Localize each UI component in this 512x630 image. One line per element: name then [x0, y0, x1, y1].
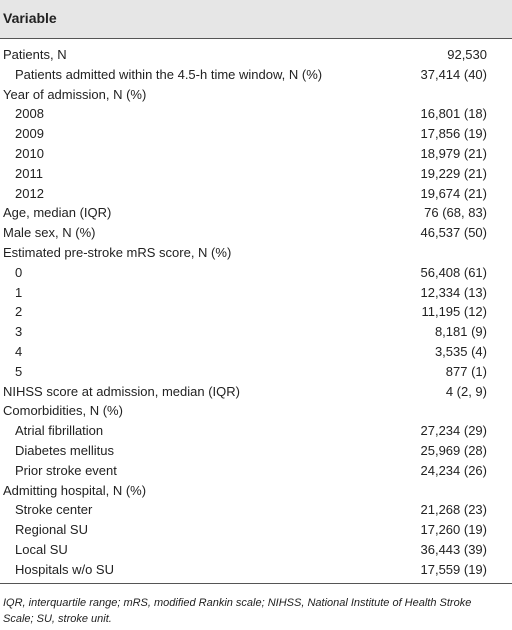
table-row [0, 263, 512, 283]
column-header-variable: Variable [3, 10, 57, 26]
table-row [0, 302, 512, 322]
row-label: Estimated pre-stroke mRS score, N (%) [3, 244, 232, 260]
row-value: 16,801 (18) [420, 106, 487, 122]
table-row [0, 441, 512, 461]
row-value: 24,234 (26) [420, 462, 487, 478]
bottom-rule [0, 583, 512, 584]
row-value: 3,535 (4) [434, 343, 487, 359]
row-label: Hospitals w/o SU [15, 561, 114, 577]
row-value: 27,234 (29) [420, 423, 487, 439]
row-value: 46,537 (50) [420, 225, 487, 241]
row-value: 12,334 (13) [420, 284, 487, 300]
row-label: Stroke center [15, 502, 93, 518]
row-label: Regional SU [15, 522, 88, 538]
row-value: 76 (68, 83) [424, 205, 487, 221]
row-label: Local SU [15, 541, 68, 557]
table-row [0, 322, 512, 342]
row-value: 17,260 (19) [420, 522, 487, 538]
row-label: 2011 [15, 165, 43, 181]
table-row [0, 401, 512, 421]
row-label: 2010 [15, 145, 44, 161]
row-value: 36,443 (39) [420, 541, 487, 557]
table-row [0, 461, 512, 481]
row-label: Admitting hospital, N (%) [3, 482, 147, 498]
row-value: 21,268 (23) [420, 502, 487, 518]
table-row [0, 540, 512, 560]
table-row [0, 65, 512, 85]
row-value: 19,229 (21) [420, 165, 487, 181]
table-row [0, 520, 512, 540]
table-row [0, 382, 512, 402]
row-value: 17,559 (19) [420, 561, 487, 577]
table-row [0, 342, 512, 362]
table-row [0, 223, 512, 243]
row-value: 4 (2, 9) [445, 383, 487, 399]
table-row [0, 124, 512, 144]
row-value: 92,530 [447, 47, 487, 62]
row-label: NIHSS score at admission, median (IQR) [3, 383, 240, 399]
row-label: 2012 [15, 185, 44, 201]
row-value: 56,408 (61) [420, 264, 487, 280]
table-row [0, 500, 512, 520]
table-body [0, 45, 512, 580]
row-label: Atrial fibrillation [15, 423, 104, 439]
table-row [0, 85, 512, 105]
table-footnote: IQR, interquartile range; mRS, modified Rankin scale; NIHSS, National Institute of Health Stroke Scale; SU, stroke unit. [3, 597, 472, 625]
row-label: Patients, N [3, 47, 67, 62]
table-row [0, 283, 512, 303]
row-label: Patients admitted within the 4.5-h time window, N (%) [15, 66, 323, 82]
row-label: 5 [15, 363, 23, 379]
row-label: 1 [15, 284, 23, 300]
table-row [0, 104, 512, 124]
row-value: 19,674 (21) [420, 185, 487, 201]
row-label: Comorbidities, N (%) [3, 403, 123, 419]
row-label: Age, median (IQR) [3, 205, 112, 221]
row-value: 18,979 (21) [420, 145, 487, 161]
row-value: 37,414 (40) [420, 66, 487, 82]
table-row [0, 144, 512, 164]
row-label: 2008 [15, 106, 44, 122]
row-label: 2009 [15, 126, 44, 142]
row-label: Year of admission, N (%) [3, 86, 147, 102]
table-row [0, 45, 512, 65]
table-row [0, 243, 512, 263]
row-label: 2 [15, 304, 23, 320]
row-value: 8,181 (9) [434, 324, 487, 340]
table-row [0, 164, 512, 184]
header-rule [0, 38, 512, 39]
table-row [0, 421, 512, 441]
row-label: Prior stroke event [15, 462, 117, 478]
row-value: 11,195 (12) [421, 304, 487, 320]
row-label: Diabetes mellitus [15, 442, 114, 458]
row-value: 877 (1) [445, 363, 487, 379]
table-row [0, 362, 512, 382]
row-label: Male sex, N (%) [3, 225, 96, 241]
row-label: 3 [15, 324, 23, 340]
table-row [0, 560, 512, 580]
row-label: 4 [15, 343, 23, 359]
table-row [0, 203, 512, 223]
row-value: 17,856 (19) [420, 126, 487, 142]
table-header [0, 0, 512, 38]
table-row [0, 481, 512, 501]
row-label: 0 [15, 264, 23, 280]
row-value: 25,969 (28) [420, 442, 487, 458]
table-row [0, 184, 512, 204]
